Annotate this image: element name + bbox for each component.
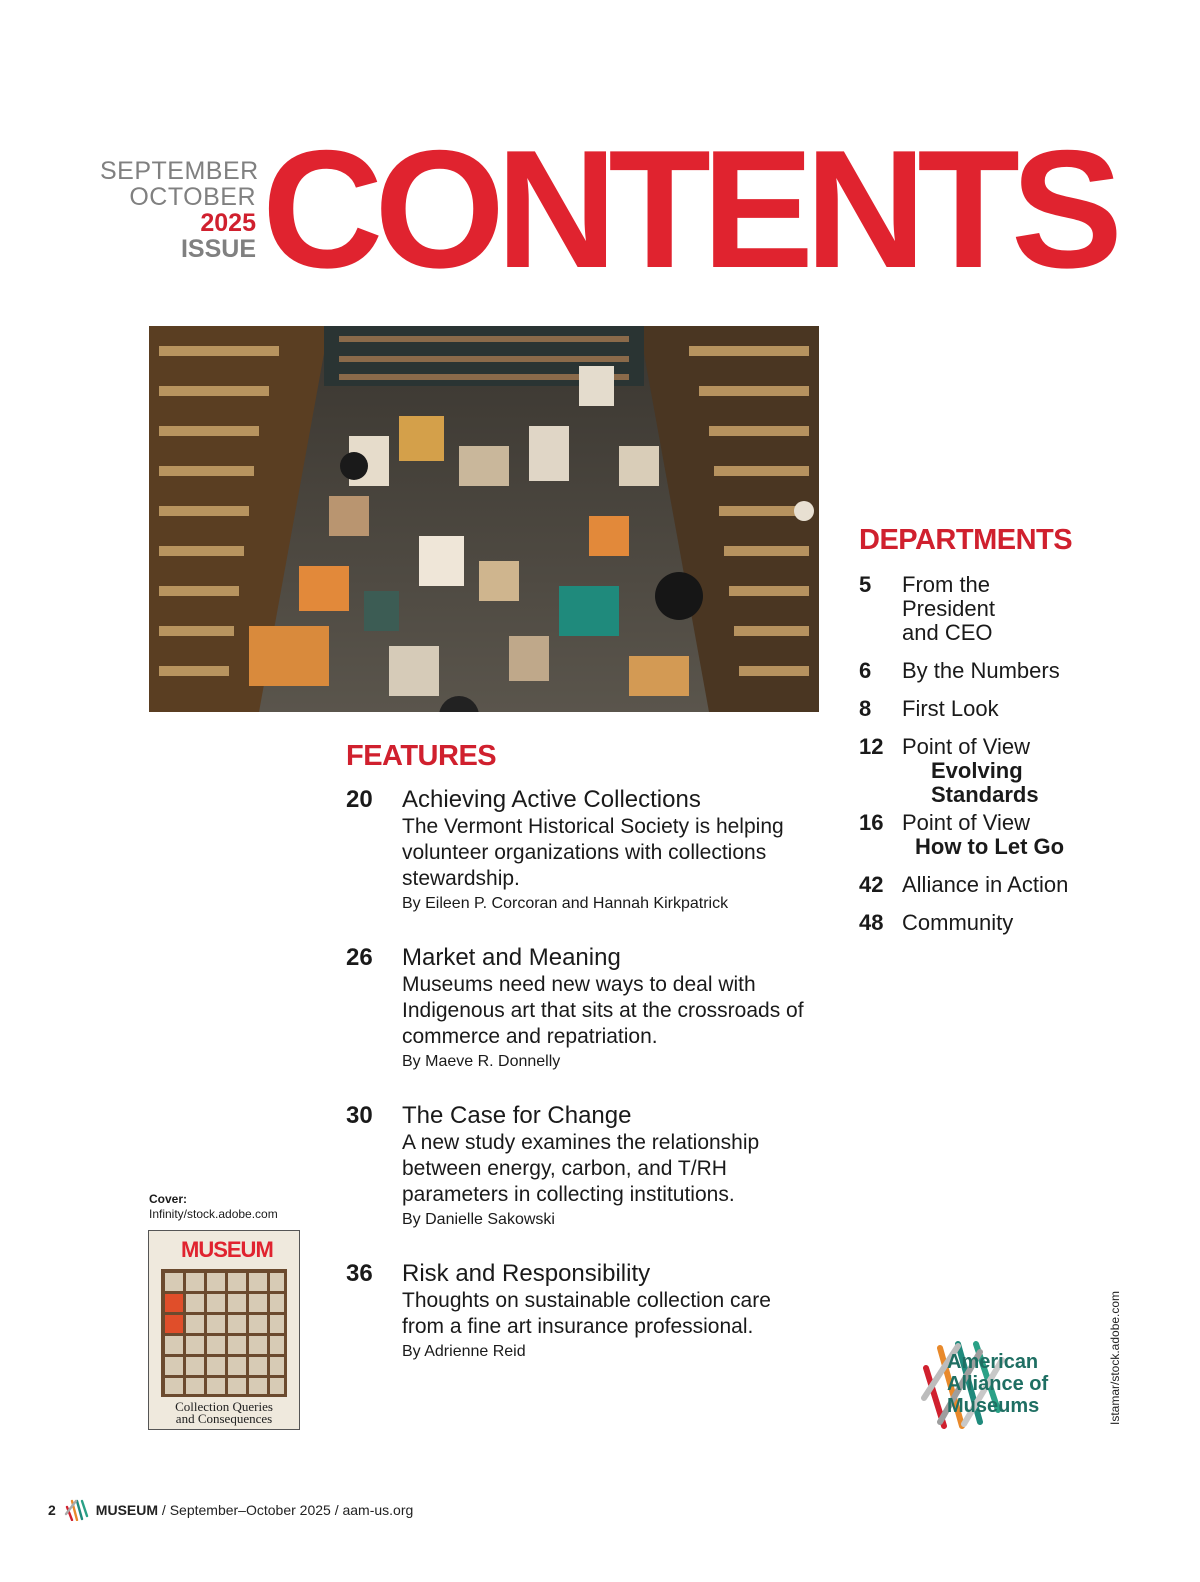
feature-byline: By Maeve R. Donnelly xyxy=(402,1053,561,1070)
department-page: 5 xyxy=(859,572,872,597)
feature-byline: By Eileen P. Corcoran and Hannah Kirkpatrick xyxy=(402,895,729,912)
department-page: 12 xyxy=(859,734,884,759)
features-heading: FEATURES xyxy=(346,740,497,772)
department-item[interactable] xyxy=(859,659,1119,683)
feature-page: 26 xyxy=(346,944,373,971)
cover-mini-subtitle-2: and Consequences xyxy=(175,1411,273,1426)
department-title: First Look xyxy=(902,696,999,721)
department-page: 42 xyxy=(859,872,884,897)
department-title: From the President and CEO xyxy=(902,572,995,645)
page-footer xyxy=(48,1499,413,1521)
department-item[interactable] xyxy=(859,735,1119,807)
issue-label: ISSUE xyxy=(180,235,256,263)
department-title: Alliance in Action xyxy=(902,872,1069,897)
issue-year: 2025 xyxy=(200,209,256,237)
cover-thumbnail[interactable] xyxy=(148,1230,300,1430)
department-item[interactable] xyxy=(859,573,1119,645)
department-page: 6 xyxy=(859,658,872,683)
department-page: 48 xyxy=(859,910,884,935)
issue-month-1: SEPTEMBER xyxy=(100,157,259,185)
cover-mini-title: MUSEUM xyxy=(181,1237,273,1262)
department-item[interactable] xyxy=(859,697,1119,721)
department-subtitle: Evolving Standards xyxy=(931,758,1039,807)
aam-line-3: Museums xyxy=(947,1395,1040,1417)
cover-credit: Cover: Infinity/stock.adobe.com xyxy=(149,1192,278,1221)
feature-description: The Vermont Historical Society is helping volunteer organizations with collections stewardship. xyxy=(402,815,784,890)
department-title: By the Numbers xyxy=(902,658,1060,683)
feature-title: Achieving Active Collections xyxy=(402,786,701,813)
feature-byline: By Adrienne Reid xyxy=(402,1343,526,1360)
issue-month-2: OCTOBER xyxy=(129,183,256,211)
feature-title: The Case for Change xyxy=(402,1102,632,1129)
aam-wordmark xyxy=(947,1351,1048,1417)
issue-block xyxy=(100,157,259,263)
feature-item[interactable] xyxy=(346,1102,806,1232)
feature-page: 30 xyxy=(346,1102,373,1129)
feature-description: A new study examines the relationship between energy, carbon, and T/RH parameters in collecting institutions. xyxy=(402,1131,760,1206)
storage-room-illustration xyxy=(149,326,819,712)
features-list xyxy=(346,786,806,1392)
department-title: Community xyxy=(902,910,1014,935)
feature-description: Museums need new ways to deal with Indigenous art that sits at the crossroads of commerce and repatriation. xyxy=(402,973,804,1048)
cover-mini-subtitle-1: Collection Queries xyxy=(175,1399,273,1414)
departments-heading: DEPARTMENTS xyxy=(859,524,1073,556)
department-title: Point of View xyxy=(902,734,1031,759)
page-number: 2 xyxy=(48,1502,56,1518)
department-title: Point of View xyxy=(902,810,1031,835)
hero-image-storage-room xyxy=(149,326,819,712)
department-page: 8 xyxy=(859,696,872,721)
feature-item[interactable] xyxy=(346,944,806,1074)
feature-byline: By Danielle Sakowski xyxy=(402,1211,555,1228)
feature-page: 20 xyxy=(346,786,373,813)
departments-list xyxy=(859,573,1119,949)
department-page: 16 xyxy=(859,810,884,835)
footer-magazine: MUSEUM xyxy=(95,1502,159,1518)
department-item[interactable] xyxy=(859,811,1119,859)
footer-issue: / September–October 2025 / aam-us.org xyxy=(158,1502,414,1518)
aam-line-1: American xyxy=(947,1351,1039,1373)
aam-line-2: Alliance of xyxy=(947,1373,1049,1395)
feature-description: Thoughts on sustainable collection care from a fine art insurance professional. xyxy=(402,1289,771,1338)
cover-credit-text: Infinity/stock.adobe.com xyxy=(149,1207,278,1221)
aam-mini-logo-icon xyxy=(64,1499,90,1521)
department-item[interactable] xyxy=(859,873,1119,897)
photo-credit: Istamar/stock.adobe.com xyxy=(1108,1290,1122,1425)
department-item[interactable] xyxy=(859,911,1119,935)
page-title: CONTENTS xyxy=(262,115,1114,303)
feature-item[interactable] xyxy=(346,786,806,916)
cover-label: Cover xyxy=(149,1192,184,1206)
feature-title: Market and Meaning xyxy=(402,944,621,971)
feature-title: Risk and Responsibility xyxy=(402,1260,651,1287)
feature-item[interactable] xyxy=(346,1260,806,1364)
feature-page: 36 xyxy=(346,1260,373,1287)
department-subtitle: How to Let Go xyxy=(915,834,1065,859)
